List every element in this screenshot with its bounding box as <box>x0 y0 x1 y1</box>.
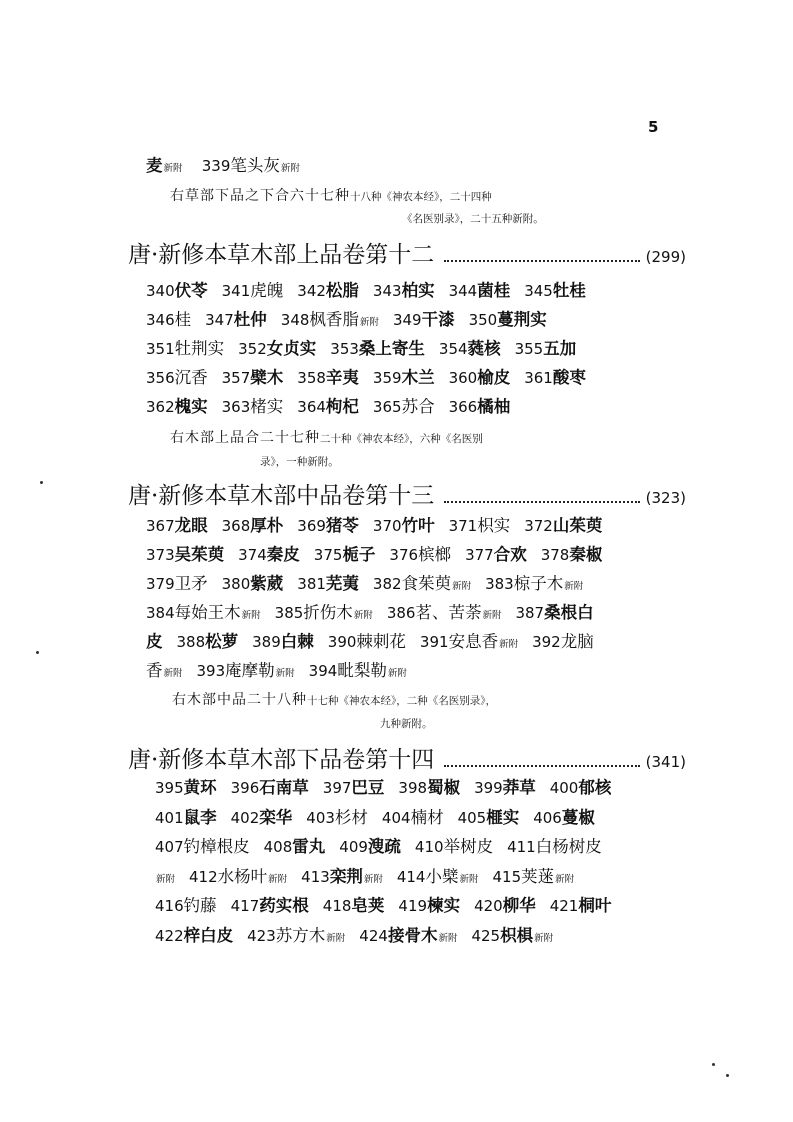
section-summary: 右草部下品之下合六十七种十八种《神农本经》，二十四种 <box>170 188 492 204</box>
list-item: 358辛夷 <box>297 368 359 387</box>
list-item: 371枳实 <box>448 516 511 535</box>
list-item: 360榆皮 <box>448 368 511 387</box>
list-item: 皮 <box>146 632 163 651</box>
dot-leader <box>444 501 639 503</box>
list-item: 香新附 <box>146 661 183 680</box>
list-item: 384每始王木新附 <box>146 603 261 622</box>
preceding-entries <box>146 155 314 180</box>
list-item: 417药实根 <box>230 896 309 915</box>
list-item: 374秦皮 <box>238 545 300 564</box>
entry-line <box>146 660 421 685</box>
list-item: 383椋子木新附 <box>485 574 584 593</box>
list-item: 410举树皮 <box>414 837 494 856</box>
list-item: 343柏实 <box>372 281 435 300</box>
page-reference: (299) <box>645 248 686 266</box>
list-item: 373吴茱萸 <box>146 545 225 564</box>
entry-line <box>155 925 567 950</box>
page-number: 5 <box>648 118 659 136</box>
list-item: 381芜荑 <box>297 574 359 593</box>
list-item: 406蔓椒 <box>533 807 595 827</box>
list-item: 419楝实 <box>398 896 461 915</box>
entry-line <box>155 836 616 858</box>
list-item: 344菌桂 <box>448 281 511 300</box>
list-item: 392龙脑 <box>532 632 594 651</box>
list-item: 353桑上寄生 <box>330 339 425 358</box>
list-item: 363楮实 <box>221 397 284 416</box>
list-item: 425枳椇新附 <box>471 925 554 945</box>
list-item: 398蜀椒 <box>398 778 461 797</box>
page-reference: (323) <box>645 489 686 507</box>
list-item: 408雷丸 <box>263 837 326 856</box>
list-item: 359木兰 <box>372 368 435 387</box>
list-item: 365苏合 <box>372 397 435 416</box>
section-heading <box>128 482 686 512</box>
dot-leader <box>444 260 639 262</box>
entry-line <box>155 777 625 799</box>
list-item: 麦新附 <box>146 156 183 175</box>
list-item: 341虎魄 <box>221 281 284 300</box>
list-item: 369猪苓 <box>297 516 359 535</box>
list-item: 405榧实 <box>457 807 520 827</box>
list-item: 418皂荚 <box>322 896 385 915</box>
list-item: 396石南草 <box>230 778 309 797</box>
list-item: 380紫葳 <box>221 574 284 593</box>
list-item: 361酸枣 <box>524 368 586 387</box>
entry-line <box>146 602 608 627</box>
list-item: 377合欢 <box>465 545 527 564</box>
entry-line <box>146 280 600 302</box>
list-item: 404楠材 <box>381 807 444 827</box>
list-item: 403杉材 <box>306 807 368 827</box>
list-item: 新附 <box>156 873 176 885</box>
list-item: 368厚朴 <box>221 516 284 535</box>
list-item: 352女贞实 <box>238 339 317 358</box>
section-summary-cont: 九种新附。 <box>380 718 433 730</box>
list-item: 399莽草 <box>474 778 536 797</box>
list-item: 351牡荆实 <box>146 339 225 358</box>
list-item: 407钓樟根皮 <box>155 837 250 856</box>
scan-speck <box>726 1074 729 1077</box>
entry-line <box>146 573 597 598</box>
list-item: 402栾华 <box>230 807 293 827</box>
section-title: 唐·新修本草木部中品卷第十三 <box>128 483 435 509</box>
list-item: 345牡桂 <box>524 281 586 300</box>
entry-line <box>146 338 590 360</box>
entry-line <box>146 544 616 566</box>
list-item: 414小檗新附 <box>396 866 479 886</box>
list-item: 339笔头灰新附 <box>201 156 300 175</box>
list-item: 388松萝 <box>176 632 239 651</box>
list-item: 385折伤木新附 <box>274 603 373 622</box>
scan-speck <box>36 651 39 654</box>
list-item: 348枫香脂新附 <box>280 310 379 329</box>
list-item: 354蕤核 <box>438 339 501 358</box>
list-item: 355五加 <box>514 339 577 358</box>
dot-leader <box>444 765 639 767</box>
entry-line <box>146 309 561 334</box>
scan-speck <box>40 481 43 484</box>
list-item: 364枸杞 <box>297 397 359 416</box>
list-item: 387桑根白 <box>515 603 594 622</box>
list-item: 397巴豆 <box>322 778 385 797</box>
list-item: 411白杨树皮 <box>507 837 602 856</box>
list-item: 375栀子 <box>313 545 376 564</box>
section-heading <box>128 241 686 271</box>
page-reference: (341) <box>645 753 686 771</box>
list-item: 350蔓荆实 <box>468 310 547 329</box>
entry-line <box>146 367 600 389</box>
list-item: 356沉香 <box>146 368 208 387</box>
section-title: 唐·新修本草木部下品卷第十四 <box>128 747 435 773</box>
list-item: 390棘刺花 <box>327 632 406 651</box>
list-item: 409溲疏 <box>339 837 401 856</box>
list-item: 349干漆 <box>392 310 455 329</box>
list-item: 416钓藤 <box>155 896 217 915</box>
entry-line <box>155 895 625 917</box>
list-item: 340伏苓 <box>146 281 208 300</box>
entry-line <box>155 807 609 829</box>
entry-line <box>155 866 588 891</box>
scan-speck <box>712 1063 715 1066</box>
list-item: 400郁核 <box>549 778 612 797</box>
list-item: 422梓白皮 <box>155 925 234 945</box>
list-item: 347杜仲 <box>205 310 267 329</box>
list-item: 391安息香新附 <box>419 632 519 651</box>
list-item: 376槟榔 <box>389 545 452 564</box>
list-item: 395黄环 <box>155 778 217 797</box>
list-item: 394毗梨勒新附 <box>308 661 407 680</box>
section-summary-cont: 录》，一种新附。 <box>260 456 339 468</box>
list-item: 393庵摩勒新附 <box>196 661 295 680</box>
list-item: 420柳华 <box>474 896 536 915</box>
list-item: 412水杨叶新附 <box>189 866 288 886</box>
entry-line <box>146 631 608 656</box>
section-summary: 右木部上品合二十七种二十种《神农本经》，六种《名医别 <box>170 430 483 446</box>
list-item: 367龙眼 <box>146 516 208 535</box>
list-item: 382食茱萸新附 <box>372 574 472 593</box>
list-item: 413栾荆新附 <box>301 866 383 886</box>
section-title: 唐·新修本草木部上品卷第十二 <box>128 242 435 268</box>
list-item: 423苏方木新附 <box>247 925 346 945</box>
list-item: 401鼠李 <box>155 807 217 827</box>
list-item: 357檗木 <box>221 368 284 387</box>
list-item: 362槐实 <box>146 397 208 416</box>
list-item: 386茗、苦荼新附 <box>386 603 502 622</box>
list-item: 366橘柚 <box>448 397 511 416</box>
section-heading <box>128 746 686 776</box>
list-item: 415荚蒾新附 <box>492 866 575 886</box>
list-item: 379卫矛 <box>146 574 208 593</box>
section-summary: 右木部中品二十八种十七种《神农本经》，二种《名医别录》， <box>172 692 496 708</box>
entry-line <box>146 515 616 537</box>
list-item: 424接骨木新附 <box>359 925 458 945</box>
list-item: 342松脂 <box>297 281 359 300</box>
list-item: 378秦椒 <box>540 545 603 564</box>
entry-line <box>146 396 524 418</box>
list-item: 370竹叶 <box>372 516 435 535</box>
list-item: 346桂 <box>146 310 192 329</box>
list-item: 389白棘 <box>252 632 314 651</box>
section-summary-cont: 《名医别录》，二十五种新附。 <box>402 213 544 225</box>
list-item: 372山茱萸 <box>524 516 603 535</box>
list-item: 421桐叶 <box>549 896 612 915</box>
